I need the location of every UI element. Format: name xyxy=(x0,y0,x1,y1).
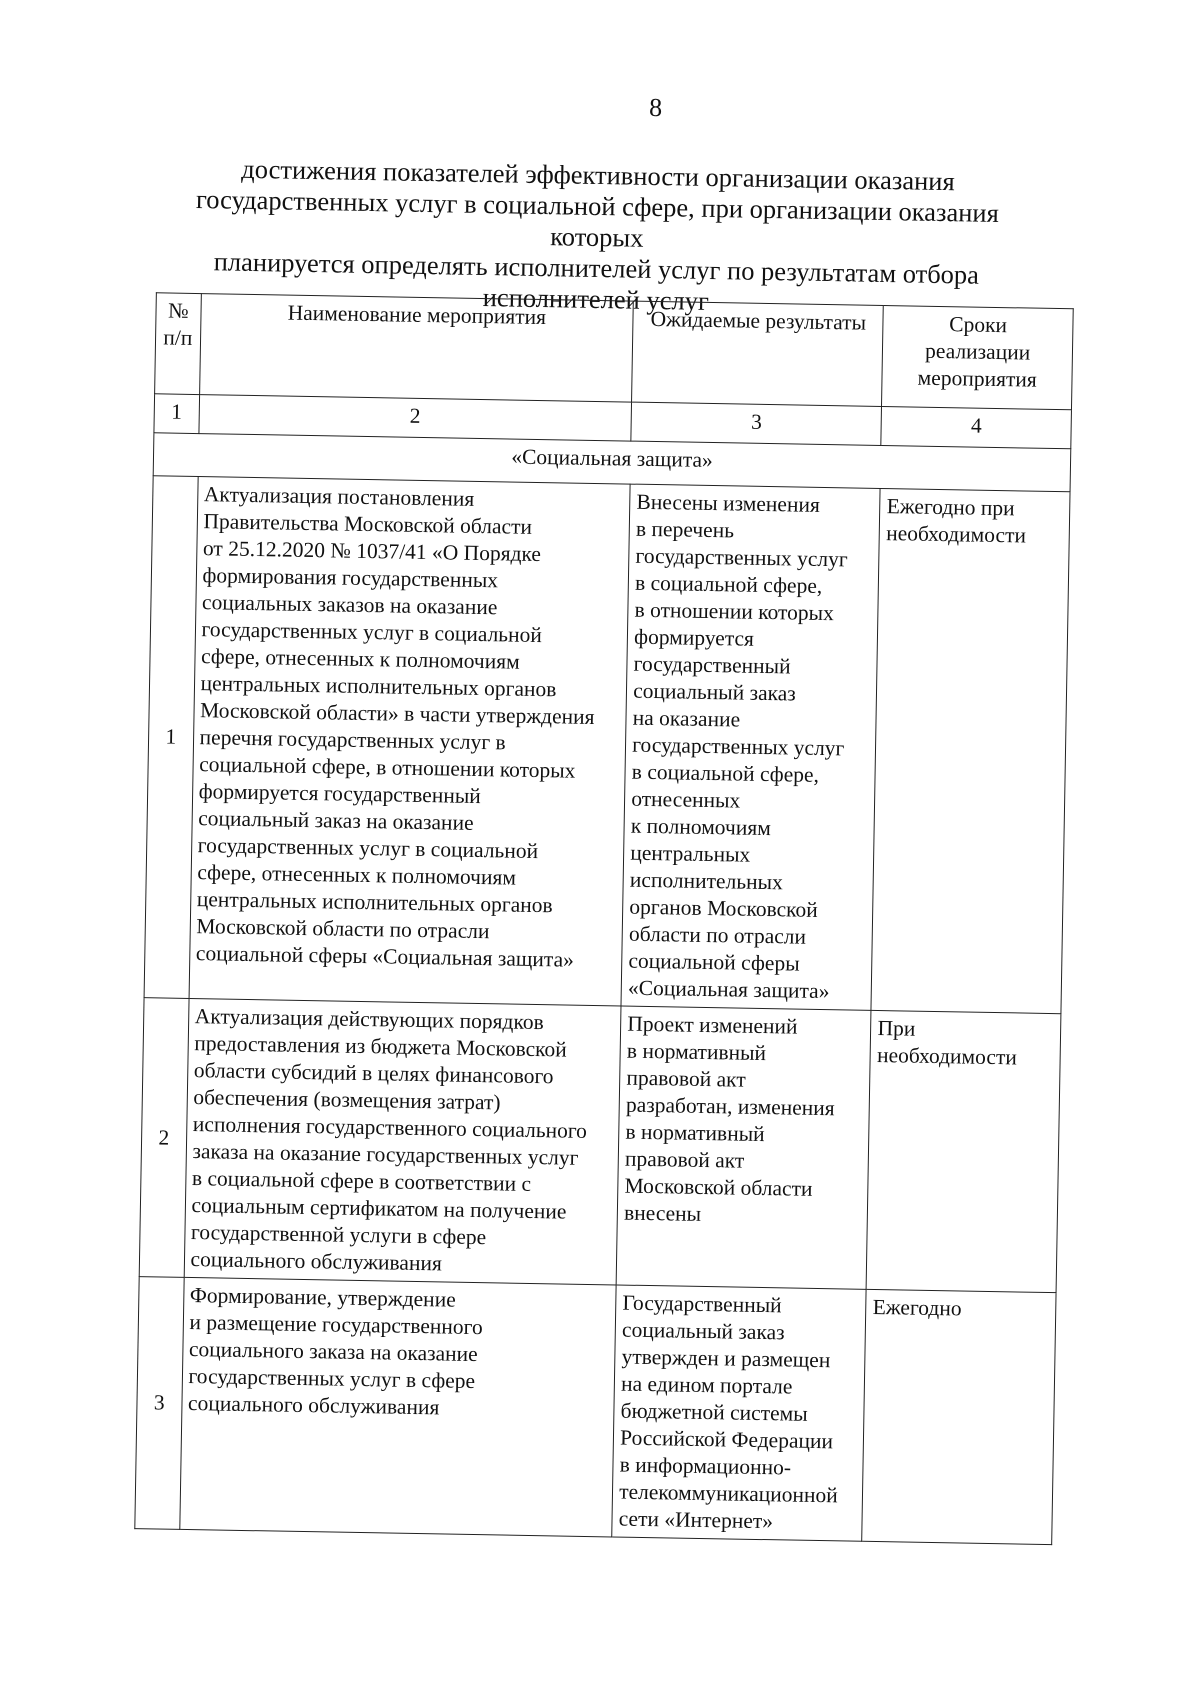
cell-line: от 25.12.2020 № 1037/41 «О Порядке xyxy=(202,536,542,567)
heading-line: достижения показателей эффективности организации оказания xyxy=(241,153,955,197)
cell-line: на оказание xyxy=(632,705,741,732)
cell-line: социальный заказ xyxy=(632,678,796,706)
cell-line: перечня государственных услуг в xyxy=(199,725,506,755)
page-number: 8 xyxy=(648,92,663,123)
cell-line: социальных заказов на оказание xyxy=(201,590,498,620)
cell-line: Ежегодно xyxy=(872,1294,962,1321)
cell-line: на едином портале xyxy=(620,1371,793,1399)
row-number: 2 xyxy=(139,998,188,1278)
cell-line: заказа на оказание государственных услуг xyxy=(192,1139,579,1170)
activity-cell xyxy=(184,998,621,1285)
header-result-cell: Ожидаемые результаты xyxy=(632,301,884,406)
cell-line: в информационно- xyxy=(619,1452,792,1480)
cell-line: Российской Федерации xyxy=(619,1425,834,1454)
cell-line: правовой акт xyxy=(624,1146,745,1173)
cell-line: Проект изменений xyxy=(627,1011,798,1039)
cell-line: «Социальная защита» xyxy=(627,975,830,1004)
column-number: 2 xyxy=(198,395,631,442)
cell-line: в социальной сфере, xyxy=(631,759,820,787)
cell-line: сети «Интернет» xyxy=(618,1506,774,1534)
cell-line: Московской области» в части утверждения xyxy=(199,698,595,730)
cell-line: Государственный xyxy=(622,1290,782,1318)
cell-line: области по отрасли xyxy=(628,921,807,949)
cell-line: формирования государственных xyxy=(202,563,499,593)
cell-line: бюджетной системы xyxy=(620,1398,808,1426)
cell-line: Актуализация действующих порядков xyxy=(194,1004,544,1035)
cell-line: обеспечения (возмещения затрат) xyxy=(193,1085,501,1115)
cell-line: социальной сферы «Социальная защита» xyxy=(195,941,575,972)
activity-cell xyxy=(179,1277,616,1537)
cell-line: в нормативный xyxy=(626,1038,767,1066)
cell-line: государственных услуг xyxy=(635,543,848,572)
cell-line: предоставления из бюджета Московской xyxy=(194,1031,567,1062)
cell-line: к полномочиям xyxy=(630,813,772,841)
cell-line: государственных услуг в социальной xyxy=(197,833,539,864)
cell-line: формируется xyxy=(633,624,755,651)
cell-line: социальным сертификатом на получение xyxy=(191,1193,567,1224)
cell-line: области субсидий в целях финансового xyxy=(193,1058,554,1089)
cell-line: социального заказа на оказание xyxy=(188,1337,478,1367)
cell-line: центральных xyxy=(630,840,751,867)
cell-line: необходимости xyxy=(886,521,1027,548)
term-cell xyxy=(867,1010,1061,1292)
heading-line: исполнителей услуг xyxy=(482,281,710,316)
column-number: 4 xyxy=(881,406,1071,448)
heading-line: государственных услуг в социальной сфере, при организации оказания которых xyxy=(195,183,1000,253)
activities-table xyxy=(134,292,1073,1545)
table-header-row xyxy=(155,293,1074,410)
cell-line: социальный заказ xyxy=(621,1317,785,1345)
cell-line: формируется государственный xyxy=(198,779,481,809)
cell-line: Внесены изменения xyxy=(636,489,821,517)
table-row xyxy=(135,1277,1056,1545)
cell-line: необходимости xyxy=(876,1042,1018,1070)
cell-line: Правительства Московской области xyxy=(203,509,533,539)
cell-line: центральных исполнительных органов xyxy=(200,671,557,702)
table-row xyxy=(144,476,1070,1014)
cell-line: в социальной сфере в соответствии с xyxy=(191,1166,532,1196)
cell-line: государственных услуг в социальной xyxy=(201,617,543,648)
cell-line: социальной сфере, в отношении которых xyxy=(198,752,576,783)
column-number: 1 xyxy=(154,394,199,434)
cell-line: Актуализация постановления xyxy=(203,482,475,511)
cell-line: Московской области по отрасли xyxy=(196,914,490,944)
cell-line: центральных исполнительных органов xyxy=(196,887,553,918)
cell-line: государственной услуги в сфере xyxy=(190,1220,487,1250)
result-cell xyxy=(616,1006,871,1289)
cell-line: исполнительных xyxy=(629,867,784,895)
cell-line: При xyxy=(877,1015,916,1041)
cell-line: социальный заказ на оказание xyxy=(198,806,474,835)
header-activity-cell: Наименование мероприятия xyxy=(199,294,633,403)
cell-line: в нормативный xyxy=(625,1119,765,1147)
cell-line: государственных услуг в сфере xyxy=(188,1364,476,1394)
cell-line: сфере, отнесенных к полномочиям xyxy=(200,644,520,674)
term-cell xyxy=(871,488,1070,1013)
column-number: 3 xyxy=(631,402,882,445)
header-number-cell: № п/п xyxy=(155,293,201,395)
cell-line: правовой акт xyxy=(626,1065,746,1092)
cell-line: социального обслуживания xyxy=(187,1391,440,1420)
cell-line: и размещение государственного xyxy=(189,1310,483,1340)
table-row xyxy=(139,998,1061,1293)
activity-cell xyxy=(189,477,631,1006)
cell-line: исполнения государственного социального xyxy=(192,1112,588,1143)
cell-line: государственных услуг xyxy=(632,732,845,761)
cell-line: внесены xyxy=(623,1200,702,1226)
result-cell xyxy=(612,1285,867,1541)
cell-line: государственный xyxy=(633,651,791,679)
cell-line: социального обслуживания xyxy=(190,1247,443,1276)
row-number: 3 xyxy=(135,1277,184,1530)
cell-line: органов Московской xyxy=(629,894,818,922)
cell-line: сфере, отнесенных к полномочиям xyxy=(197,860,517,890)
heading-line: планируется определять исполнителей услуг по результатам отбора xyxy=(213,246,980,290)
cell-line: разработан, изменения xyxy=(625,1092,835,1121)
cell-line: Московской области xyxy=(624,1173,813,1201)
cell-line: в отношении которых xyxy=(634,597,835,626)
cell-line: Ежегодно при xyxy=(886,494,1015,521)
cell-line: телекоммуникационной xyxy=(619,1479,838,1508)
cell-line: в перечень xyxy=(635,516,735,543)
header-term-cell: Сроки реализации мероприятия xyxy=(882,305,1073,409)
section-title: «Социальная защита» xyxy=(153,433,1071,492)
cell-line: Формирование, утверждение xyxy=(189,1283,456,1312)
cell-line: социальной сферы xyxy=(628,948,800,976)
cell-line: отнесенных xyxy=(631,786,741,813)
cell-line: утвержден и размещен xyxy=(621,1344,831,1373)
term-cell xyxy=(862,1289,1056,1544)
cell-line: в социальной сфере, xyxy=(634,570,823,598)
result-cell xyxy=(621,484,880,1010)
row-number: 1 xyxy=(144,476,198,999)
